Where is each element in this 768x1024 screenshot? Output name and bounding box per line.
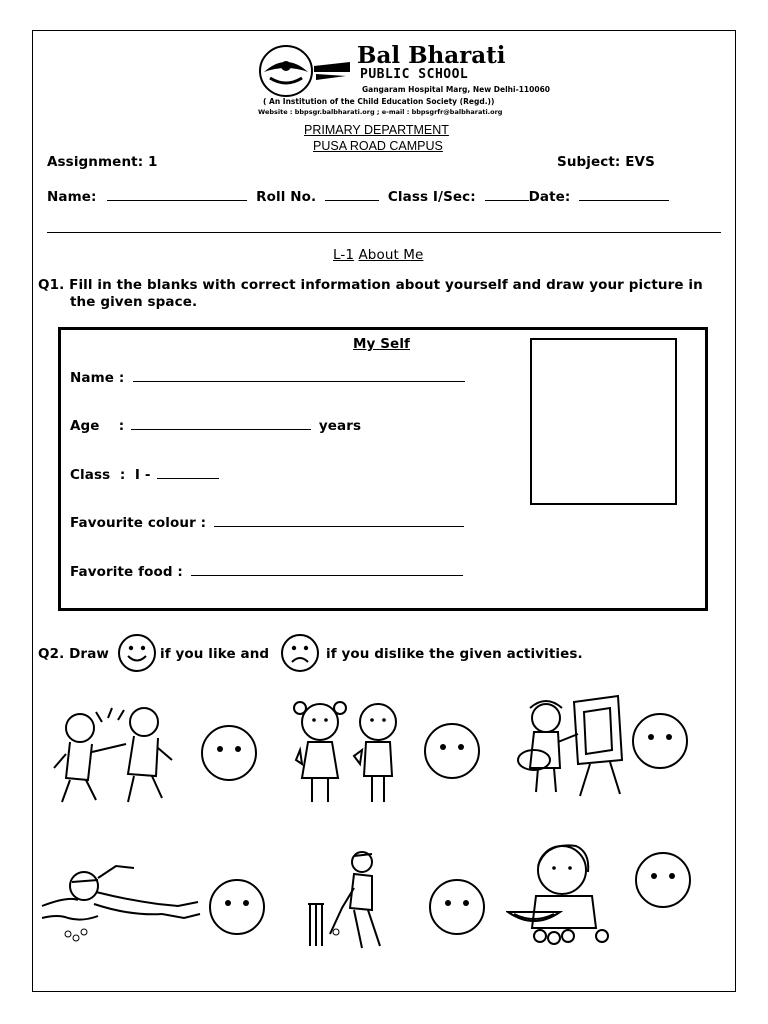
date-blank[interactable] — [579, 188, 669, 201]
sad-face-icon — [280, 633, 320, 673]
date-label: Date: — [528, 189, 571, 205]
lesson-title: About Me — [358, 247, 424, 263]
school-name: Bal Bharati — [357, 42, 506, 69]
ice-cream-kids-illustration — [286, 694, 412, 808]
field-class-label: Class : I - — [70, 467, 151, 483]
painting-kid-illustration — [510, 688, 634, 800]
q2-prefix: Q2. — [38, 646, 65, 662]
name-label: Name: — [47, 189, 97, 205]
q1-text-line1: Fill in the blanks with correct information about yourself and draw your picture in — [69, 277, 703, 293]
q2-draw: Draw — [69, 646, 109, 662]
cricket-kid-illustration — [302, 848, 406, 952]
field-age-suffix: years — [318, 418, 362, 434]
name-row — [47, 188, 669, 205]
field-name — [70, 369, 465, 386]
q2-prefix-draw — [38, 646, 109, 662]
school-subtitle: PUBLIC SCHOOL — [360, 67, 469, 82]
name-blank[interactable] — [107, 188, 247, 201]
field-class — [70, 466, 219, 483]
field-food-blank[interactable] — [191, 563, 463, 576]
campus-title: PUSA ROAD CAMPUS — [313, 139, 443, 153]
class-label: Class I/Sec: — [387, 189, 476, 205]
fighting-kids-illustration — [48, 698, 184, 810]
school-address: Gangaram Hospital Marg, New Delhi-110060 — [362, 85, 551, 94]
q1-text-line2: the given space. — [70, 294, 198, 310]
lesson-heading — [333, 247, 423, 263]
blank-face-icon[interactable] — [631, 712, 689, 770]
field-name-label: Name : — [70, 370, 125, 386]
q2-dislike-text: if you dislike the given activities. — [326, 646, 583, 662]
field-class-blank[interactable] — [157, 466, 219, 479]
field-colour-label: Favourite colour : — [70, 515, 207, 531]
roll-label: Roll No. — [256, 189, 317, 205]
department-title: PRIMARY DEPARTMENT — [304, 123, 449, 137]
field-age-blank[interactable] — [131, 417, 311, 430]
blank-face-icon[interactable] — [423, 722, 481, 780]
field-name-blank[interactable] — [133, 369, 465, 382]
field-food — [70, 563, 463, 580]
q1-line1 — [38, 277, 703, 293]
picture-box[interactable] — [530, 338, 677, 505]
q1-prefix: Q1. — [38, 277, 65, 293]
field-age — [70, 417, 361, 434]
class-blank[interactable] — [485, 188, 529, 201]
my-self-title: My Self — [353, 336, 411, 352]
assignment-label: Assignment: 1 — [47, 154, 158, 170]
swimming-kid-illustration — [38, 862, 206, 946]
school-logo-icon — [256, 42, 352, 98]
field-colour — [70, 514, 464, 531]
blank-face-icon[interactable] — [200, 724, 258, 782]
field-age-label: Age : — [70, 418, 125, 434]
school-contact: Website : bbpsgr.balbharati.org ; e-mail : bbpsgrfr@balbharati.org — [258, 108, 503, 116]
roll-blank[interactable] — [325, 188, 379, 201]
blank-face-icon[interactable] — [634, 851, 692, 909]
school-institution: ( An Institution of the Child Education Society (Regd.)) — [263, 97, 495, 106]
divider-line — [47, 232, 721, 233]
q2-like-text: if you like and — [160, 646, 270, 662]
eating-fruit-kid-illustration — [506, 836, 616, 948]
field-food-label: Favorite food : — [70, 564, 183, 580]
lesson-number: L-1 — [333, 247, 355, 263]
field-colour-blank[interactable] — [214, 514, 464, 527]
smiley-icon — [117, 633, 157, 673]
subject-label: Subject: EVS — [557, 154, 655, 170]
blank-face-icon[interactable] — [208, 878, 266, 936]
blank-face-icon[interactable] — [428, 878, 486, 936]
